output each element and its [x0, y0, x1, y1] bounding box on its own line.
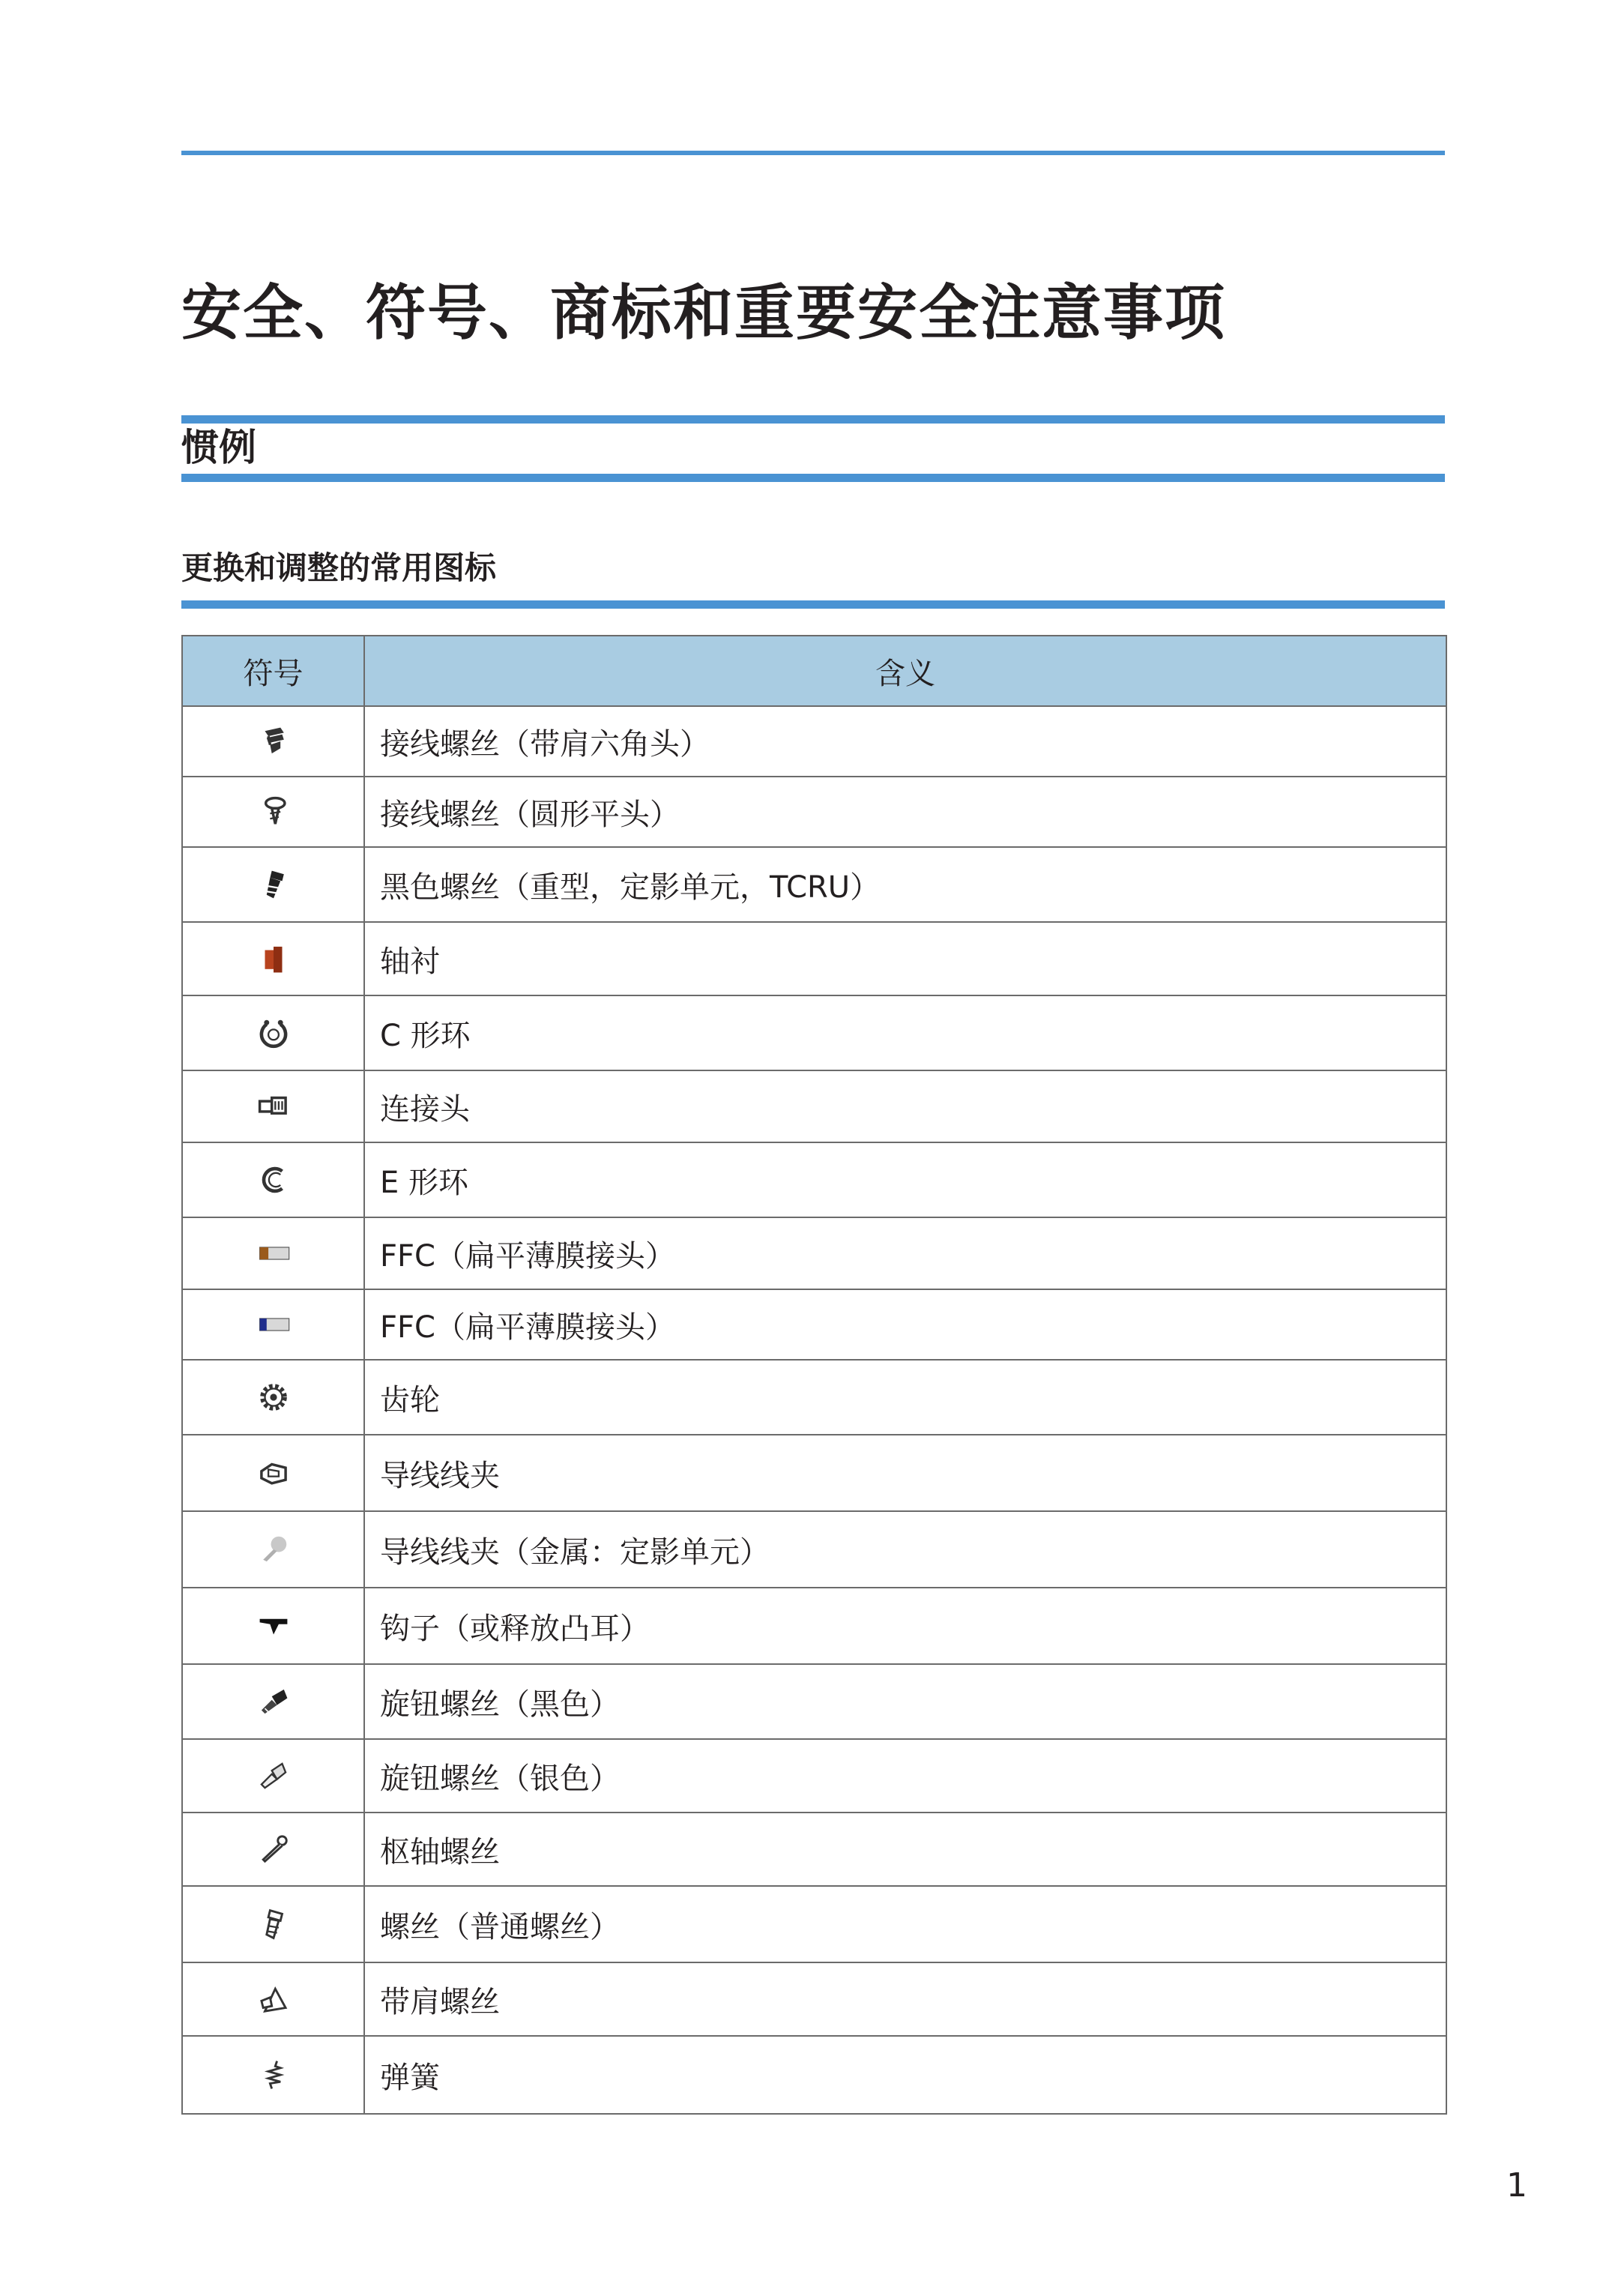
meaning-cell: FFC（扁平薄膜接头）: [364, 1289, 1446, 1360]
top-rule: [181, 151, 1445, 155]
symbol-cell: [182, 1886, 364, 1962]
table-row: [182, 922, 1446, 995]
table-row: [182, 847, 1446, 922]
meaning-cell: 带肩螺丝: [364, 1962, 1446, 2036]
meaning-cell: 旋钮螺丝（黑色）: [364, 1664, 1446, 1739]
screw-icon: [256, 1907, 291, 1941]
table-row: [182, 1070, 1446, 1142]
knob-screw-silver-icon: [256, 1759, 291, 1793]
page-title: 安全、符号、商标和重要安全注意事项: [181, 278, 1226, 348]
symbol-cell: [182, 1664, 364, 1739]
section-rule-bottom: [181, 474, 1445, 482]
table-row: [182, 777, 1446, 847]
table-row: [182, 706, 1446, 777]
meaning-cell: 钩子（或释放凸耳）: [364, 1588, 1446, 1664]
hook-icon: [256, 1609, 291, 1643]
meaning-cell: 导线线夹（金属：定影单元）: [364, 1511, 1446, 1588]
table-row: [182, 1962, 1446, 2036]
harness-clamp-icon: [256, 1456, 291, 1490]
pivot-screw-icon: [256, 1832, 291, 1866]
symbol-cell: [182, 1217, 364, 1289]
table-row: [182, 1289, 1446, 1360]
meaning-cell: E 形环: [364, 1142, 1446, 1217]
table-row: [182, 1142, 1446, 1217]
page-number: 1: [1506, 2166, 1527, 2205]
section-heading: 惯例: [181, 426, 256, 469]
e-ring-icon: [256, 1163, 291, 1197]
meaning-cell: 枢轴螺丝: [364, 1813, 1446, 1886]
symbol-cell: [182, 1435, 364, 1511]
subsection-heading: 更换和调整的常用图标: [181, 549, 497, 586]
symbol-cell: [182, 922, 364, 995]
table-row: [182, 1360, 1446, 1435]
meaning-cell: 导线线夹: [364, 1435, 1446, 1511]
table-row: [182, 1511, 1446, 1588]
table-row: [182, 1664, 1446, 1739]
symbol-cell: [182, 1962, 364, 2036]
knob-screw-black-icon: [256, 1684, 291, 1719]
black-screw-icon: [256, 867, 291, 902]
symbol-cell: [182, 1289, 364, 1360]
symbol-cell: [182, 2036, 364, 2114]
meaning-cell: 旋钮螺丝（银色）: [364, 1739, 1446, 1813]
meaning-cell: 螺丝（普通螺丝）: [364, 1886, 1446, 1962]
table-row: [182, 1813, 1446, 1886]
meaning-cell: 齿轮: [364, 1360, 1446, 1435]
meaning-cell: 黑色螺丝（重型，定影单元，TCRU）: [364, 847, 1446, 922]
c-ring-icon: [256, 1016, 291, 1050]
symbol-cell: [182, 1739, 364, 1813]
table-row: [182, 1217, 1446, 1289]
meaning-cell: FFC（扁平薄膜接头）: [364, 1217, 1446, 1289]
icon-table: [181, 635, 1447, 2115]
symbol-cell: [182, 706, 364, 777]
table-row: [182, 2036, 1446, 2114]
header-symbol: 符号: [182, 636, 364, 706]
symbol-cell: [182, 1142, 364, 1217]
meaning-cell: 接线螺丝（带肩六角头）: [364, 706, 1446, 777]
table-row: [182, 1739, 1446, 1813]
gear-icon: [256, 1380, 291, 1414]
meaning-cell: 连接头: [364, 1070, 1446, 1142]
section-rule-top: [181, 415, 1445, 424]
symbol-cell: [182, 1511, 364, 1588]
ffc-blue-icon: [256, 1307, 291, 1342]
symbol-cell: [182, 847, 364, 922]
round-flat-screw-icon: [256, 795, 291, 829]
meaning-cell: 轴衬: [364, 922, 1446, 995]
symbol-cell: [182, 995, 364, 1070]
shoulder-hex-screw-icon: [256, 724, 291, 759]
symbol-cell: [182, 1588, 364, 1664]
table-row: [182, 1588, 1446, 1664]
table-row: [182, 995, 1446, 1070]
table-row: [182, 1435, 1446, 1511]
bushing-icon: [256, 941, 291, 976]
symbol-cell: [182, 1360, 364, 1435]
spring-icon: [256, 2058, 291, 2092]
metal-clamp-icon: [256, 1532, 291, 1567]
symbol-cell: [182, 1070, 364, 1142]
symbol-cell: [182, 1813, 364, 1886]
header-meaning: 含义: [364, 636, 1446, 706]
subsection-rule: [181, 600, 1445, 609]
ffc-brown-icon: [256, 1236, 291, 1271]
table-row: [182, 1886, 1446, 1962]
shoulder-screw-icon: [256, 1982, 291, 2016]
symbol-cell: [182, 777, 364, 847]
connector-icon: [256, 1089, 291, 1124]
meaning-cell: 接线螺丝（圆形平头）: [364, 777, 1446, 847]
meaning-cell: 弹簧: [364, 2036, 1446, 2114]
meaning-cell: C 形环: [364, 995, 1446, 1070]
table-header-row: [182, 636, 1446, 706]
